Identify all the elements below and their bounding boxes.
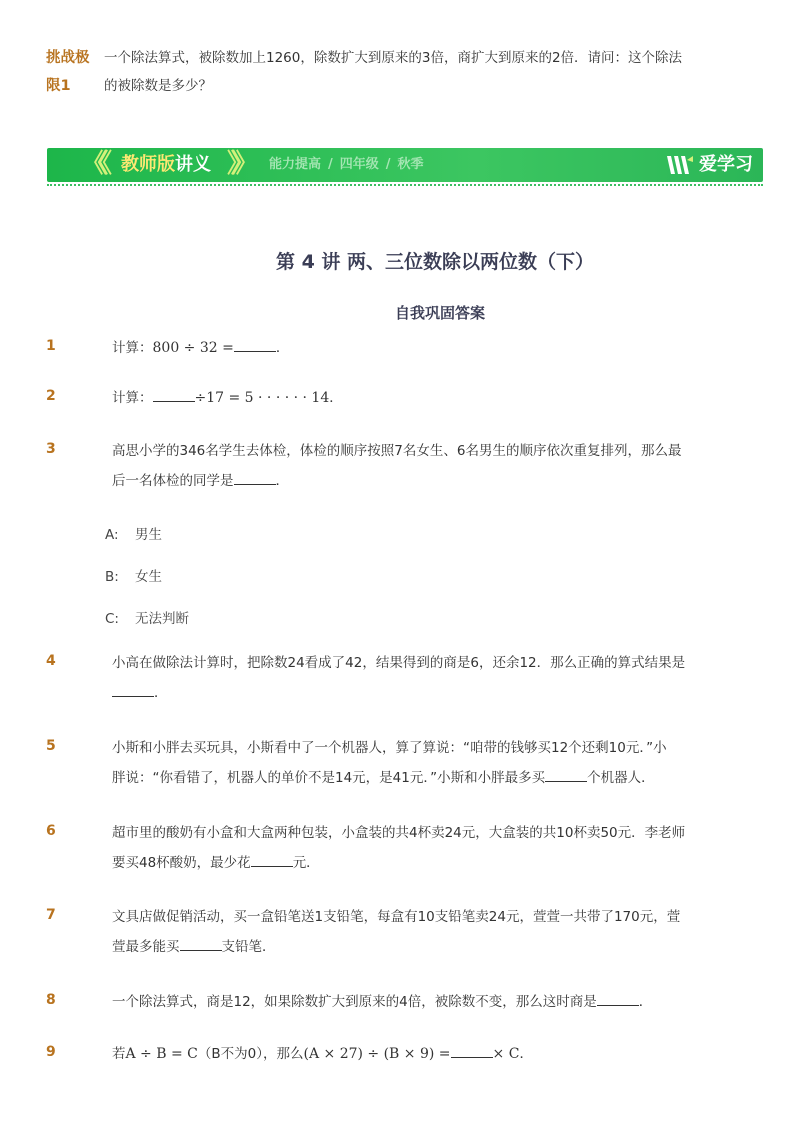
challenge-text-line1: 一个除法算式，被除数加上1260，除数扩大到原来的3倍，商扩大到原来的2倍．请问：这个除法 (104, 50, 683, 66)
question-text: 高思小学的346名学生去体检，体检的顺序按照7名女生、6名男生的顺序依次重复排列，那么最 (112, 443, 682, 459)
question-text: 个机器人． (587, 770, 655, 786)
challenge-tag-line1: 挑战极 (46, 50, 90, 66)
question-text: ． (275, 473, 289, 489)
question-number: 2 (46, 388, 56, 404)
answer-blank (597, 992, 639, 1006)
meta-separator: / (328, 157, 333, 172)
question-number: 3 (46, 441, 56, 457)
answer-blank (251, 853, 293, 867)
question-body (112, 902, 720, 962)
question-text: 计算： (112, 340, 153, 356)
challenge-tag-line2: 限1 (46, 78, 71, 94)
answer-blank (451, 1044, 493, 1058)
question-text: 支铅笔． (221, 939, 276, 955)
question-number: 9 (46, 1044, 56, 1060)
question-number: 5 (46, 738, 56, 754)
option-text: 男生 (135, 527, 162, 543)
option-text: 女生 (135, 569, 162, 585)
course-grade: 四年级 (339, 157, 379, 172)
edition-main: 教师版 (121, 154, 175, 175)
edition-label (121, 153, 211, 177)
answer-blank (180, 937, 222, 951)
option-letter: C: (105, 611, 119, 627)
question-body (112, 333, 720, 363)
math-expression: ÷17 = 5 · · · · · · 14 (194, 390, 330, 406)
option-c (105, 609, 189, 629)
question-body (112, 818, 720, 878)
brand-mark-icon (665, 154, 695, 176)
lecture-title: 第 4 讲 两、三位数除以两位数（下） (275, 251, 595, 273)
challenge-text (104, 44, 764, 100)
question-text: ． (329, 390, 343, 406)
question-number: 7 (46, 907, 56, 923)
question-text: 小斯和小胖去买玩具，小斯看中了一个机器人，算了算说：“咱带的钱够买12个还剩10元．”小 (112, 740, 667, 756)
answer-blank (234, 471, 276, 485)
question-number: 1 (46, 338, 56, 354)
question-number: 8 (46, 992, 56, 1008)
option-b (105, 567, 162, 587)
question-text: 后一名体检的同学是 (112, 473, 234, 489)
answer-blank (234, 338, 276, 352)
edition-suffix: 讲义 (175, 154, 211, 175)
meta-separator: / (385, 157, 391, 172)
question-number: 6 (46, 823, 56, 839)
brand-name: 爱学习 (699, 154, 753, 175)
challenge-text-line2: 的被除数是多少？ (104, 78, 212, 94)
question-body (112, 648, 720, 708)
brand-logo (665, 153, 753, 177)
question-text: 小高在做除法计算时，把除数24看成了42，结果得到的商是6，还余12．那么正确的算式结果是 (112, 655, 686, 671)
course-season: 秋季 (397, 157, 424, 172)
double-chevron-right-icon: 》》 (227, 149, 251, 179)
option-a (105, 525, 162, 545)
question-text: ． (154, 685, 168, 701)
question-text: 超市里的酸奶有小盒和大盒两种包装，小盒装的共4杯卖24元，大盒装的共10杯卖50元．李老师 (112, 825, 686, 841)
section-title: 自我巩固答案 (394, 304, 485, 322)
question-text: （B不为0），那么 (197, 1046, 304, 1062)
question-text: 文具店做促销活动，买一盒铅笔送1支铅笔，每盒有10支铅笔卖24元，萱萱一共带了170元，萱 (112, 909, 681, 925)
question-text: ． (275, 340, 290, 356)
course-level: 能力提高 (269, 157, 322, 172)
option-letter: B: (105, 569, 119, 585)
question-text: ． (519, 1046, 533, 1062)
answer-blank (112, 683, 154, 697)
question-body (112, 383, 720, 413)
question-number: 4 (46, 653, 56, 669)
question-text: 元． (292, 855, 320, 871)
banner-dotted-divider (47, 184, 763, 186)
challenge-tag (46, 44, 100, 100)
question-text: ． (638, 994, 653, 1010)
question-text: 萱最多能买 (112, 939, 180, 955)
header-banner (47, 148, 763, 182)
question-text: 要买48杯酸奶，最少花 (112, 855, 251, 871)
question-text: 若 (112, 1046, 126, 1062)
math-expression: (A × 27) ÷ (B × 9) = (303, 1046, 451, 1062)
question-text: 胖说：“你看错了，机器人的单价不是14元，是41元．”小斯和小胖最多买 (112, 770, 546, 786)
option-letter: A: (105, 527, 119, 543)
question-text: 一个除法算式，商是12，如果除数扩大到原来的4倍，被除数不变，那么这时商是 (112, 994, 597, 1010)
question-body (112, 436, 720, 496)
course-meta (269, 156, 424, 174)
question-body (112, 1039, 720, 1069)
option-text: 无法判断 (135, 611, 189, 627)
math-expression: × C (492, 1046, 520, 1062)
math-expression: 800 ÷ 32 = (152, 340, 234, 356)
math-expression: A ÷ B = C (125, 1046, 198, 1062)
answer-blank (153, 388, 195, 402)
answer-blank (545, 768, 587, 782)
question-text: 计算： (112, 390, 153, 406)
question-body (112, 987, 720, 1017)
double-chevron-left-icon: 《《 (81, 149, 105, 179)
question-body (112, 733, 720, 793)
